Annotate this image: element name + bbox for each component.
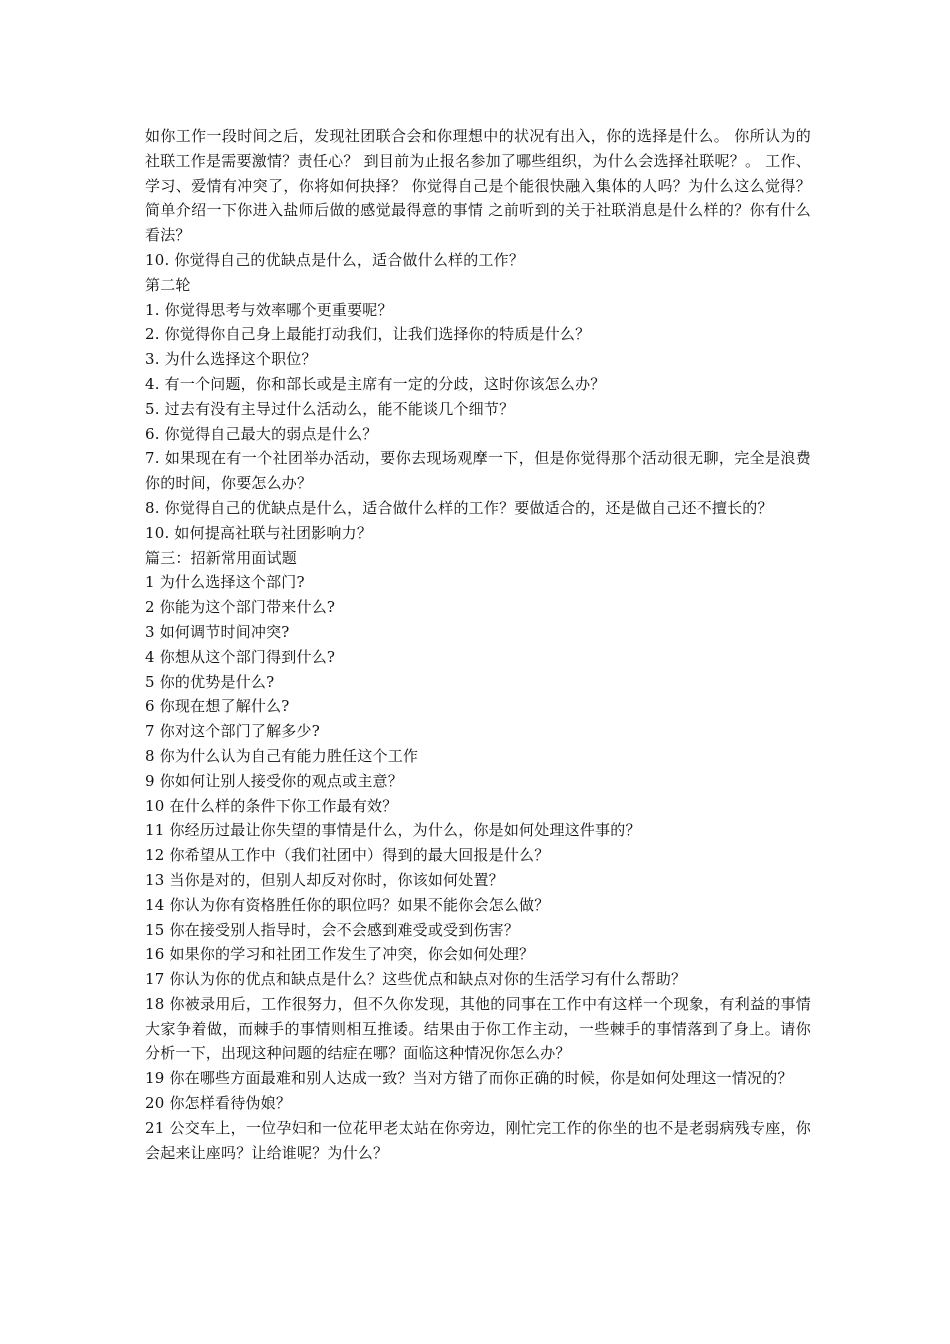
section3-item: 4 你想从这个部门得到什么? [145,647,336,666]
section3-item: 19 你在哪些方面最难和别人达成一致？当对方错了而你正确的时候，你是如何处理这一情况的？ [145,1069,793,1088]
round2-heading: 第二轮 [145,275,191,294]
round2-item: 8. 你觉得自己的优缺点是什么，适合做什么样的工作？要做适合的，还是做自己还不擅长的？ [145,498,773,517]
section3-item: 3 如何调节时间冲突? [145,622,290,641]
intro-paragraph: 如你工作一段时间之后，发现社团联合会和你理想中的状况有出入，你的选择是什么。 你所认为的社联工作是需要激情？责任心？ 到目前为止报名参加了哪些组织，为什么会选择社联呢？。 工作、学习、爱情有冲突了，你将如何抉择？ 你觉得自己是个能很快融入集体的人吗？为什么这么觉得？ 简单介绍一下你进入盐师后做的感觉最得意的事情 之前听到的关于社联消息是什么样的？你有什么看法？ [145,127,811,245]
round2-item: 10. 如何提高社联与社团影响力？ [145,523,373,542]
round2-item: 6. 你觉得自己最大的弱点是什么？ [145,424,378,443]
section3-item: 9 你如何让别人接受你的观点或主意？ [145,771,403,790]
section3-item: 13 当你是对的，但别人却反对你时，你该如何处置？ [145,870,504,889]
round2-item: 2. 你觉得你自己身上最能打动我们，让我们选择你的特质是什么？ [145,325,591,344]
section3-item: 7 你对这个部门了解多少? [145,722,320,741]
section3-item: 21 公交车上，一位孕妇和一位花甲老太站在你旁边，刚忙完工作的你坐的也不是老弱病残专座，你会起来让座吗？让给谁呢？为什么？ [145,1118,811,1162]
document-page [145,124,811,1165]
section3-item: 14 你认为你有资格胜任你的职位吗？如果不能你会怎么做？ [145,895,550,914]
section3-item: 12 你希望从工作中（我们社团中）得到的最大回报是什么？ [145,846,550,865]
section3-item: 10 在什么样的条件下你工作最有效？ [145,796,398,815]
round1-item-10: 10. 你觉得自己的优缺点是什么，适合做什么样的工作？ [145,250,525,269]
section3-heading: 篇三：招新常用面试题 [145,548,298,567]
round2-item: 7. 如果现在有一个社团举办活动，要你去现场观摩一下，但是你觉得那个活动很无聊，完全是浪费你的时间，你要怎么办？ [145,449,811,493]
section3-item: 6 你现在想了解什么? [145,697,290,716]
section3-item: 2 你能为这个部门带来什么? [145,598,336,617]
section3-item: 17 你认为你的优点和缺点是什么？这些优点和缺点对你的生活学习有什么帮助？ [145,970,687,989]
section3-item: 1 为什么选择这个部门? [145,573,305,592]
round2-item: 1. 你觉得思考与效率哪个更重要呢？ [145,300,393,319]
round2-item: 4. 有一个问题，你和部长或是主席有一定的分歧，这时你该怎么办？ [145,374,606,393]
section3-item: 20 你怎样看待伪娘？ [145,1094,292,1113]
section3-item: 11 你经历过最让你失望的事情是什么，为什么，你是如何处理这件事的？ [145,821,641,840]
section3-item: 16 如果你的学习和社团工作发生了冲突，你会如何处理？ [145,945,535,964]
round2-item: 3. 为什么选择这个职位？ [145,350,317,369]
section3-item: 8 你为什么认为自己有能力胜任这个工作 [145,746,419,765]
section3-item: 18 你被录用后，工作很努力，但不久你发现，其他的同事在工作中有这样一个现象，有利益的事情大家争着做，而棘手的事情则相互推诿。结果由于你工作主动，一些棘手的事情落到了身上。请你分析一下，出现这种问题的结症在哪？面临这种情况你怎么办？ [145,994,811,1063]
section3-item: 5 你的优势是什么? [145,672,275,691]
round2-item: 5. 过去有没有主导过什么活动么，能不能谈几个细节？ [145,399,515,418]
section3-item: 15 你在接受别人指导时，会不会感到难受或受到伤害？ [145,920,520,939]
